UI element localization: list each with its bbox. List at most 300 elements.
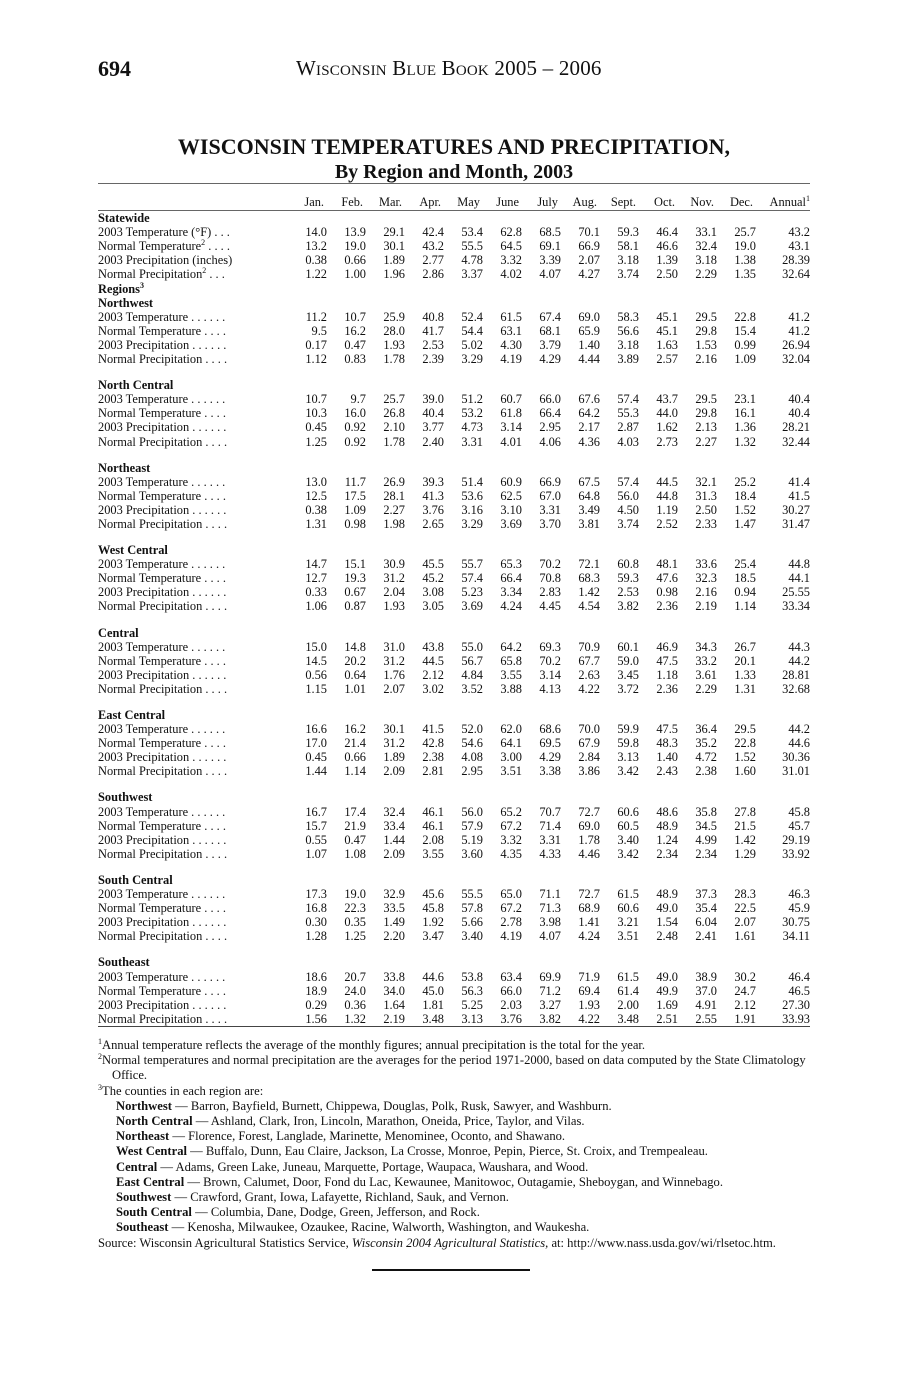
table-cell: 1.24 — [656, 832, 678, 847]
table-cell: 45.6 — [422, 887, 444, 902]
table-row — [98, 805, 810, 819]
table-cell: 61.5 — [617, 969, 639, 984]
table-row — [98, 640, 810, 654]
table-row — [98, 352, 810, 366]
table-cell: 3.37 — [461, 267, 483, 282]
table-cell: 2.81 — [422, 764, 444, 779]
table-cell: 40.8 — [422, 309, 444, 324]
table-cell: 40.4 — [788, 392, 810, 407]
table-row — [98, 489, 810, 503]
table-cell: 2.20 — [383, 929, 405, 944]
table-cell: 4.54 — [578, 599, 600, 614]
table-cell: 36.4 — [695, 722, 717, 737]
table-cell: 44.8 — [656, 488, 678, 503]
table-cell: 3.40 — [617, 832, 639, 847]
table-cell: 21.9 — [344, 818, 366, 833]
column-header: May — [444, 184, 483, 211]
table-cell: 22.8 — [734, 309, 756, 324]
table-cell: 4.99 — [695, 832, 717, 847]
table-cell: 45.8 — [422, 901, 444, 916]
table-cell: 13.2 — [305, 239, 327, 254]
table-cell: 3.61 — [695, 667, 717, 682]
table-cell: 30.75 — [782, 915, 810, 930]
table-cell: 30.1 — [383, 239, 405, 254]
table-cell: 1.40 — [656, 750, 678, 765]
table-cell: 32.64 — [782, 267, 810, 282]
table-cell: 2.78 — [500, 915, 522, 930]
table-cell: 2.29 — [695, 681, 717, 696]
table-cell: 1.96 — [383, 267, 405, 282]
table-cell: 0.55 — [305, 832, 327, 847]
table-cell: 16.0 — [344, 406, 366, 421]
table-cell: 53.6 — [461, 488, 483, 503]
region-header-row — [98, 873, 810, 887]
table-cell: 2.16 — [695, 352, 717, 367]
table-cell: 0.29 — [305, 997, 327, 1012]
county-list-text: — Crawford, Grant, Iowa, Lafayette, Richland, Sauk, and Vernon. — [171, 1190, 509, 1205]
table-cell: 4.45 — [539, 599, 561, 614]
table-cell: 20.1 — [734, 653, 756, 668]
table-cell: 4.35 — [500, 846, 522, 861]
table-cell: 1.93 — [383, 337, 405, 352]
table-cell: 54.6 — [461, 736, 483, 751]
table-cell: 59.3 — [617, 225, 639, 240]
row-label: Normal Precipitation . . . . — [98, 764, 228, 779]
table-cell: 2.57 — [656, 352, 678, 367]
table-cell: 32.1 — [695, 474, 717, 489]
footnote — [98, 1038, 810, 1053]
table-cell: 3.47 — [422, 929, 444, 944]
table-cell: 41.3 — [422, 488, 444, 503]
table-cell: 16.2 — [344, 323, 366, 338]
table-cell: 62.5 — [500, 488, 522, 503]
table-cell: 3.55 — [422, 846, 444, 861]
row-label-text: 2003 Temperature (°F) . . . — [98, 225, 230, 240]
table-cell: 66.4 — [500, 571, 522, 586]
table-cell: 47.6 — [656, 571, 678, 586]
table-cell: 3.14 — [500, 420, 522, 435]
county-region: North Central — [116, 1114, 193, 1129]
spacer-row — [98, 531, 810, 543]
table-cell: 65.9 — [578, 323, 600, 338]
table-cell: 53.2 — [461, 406, 483, 421]
table-cell: 16.7 — [305, 804, 327, 819]
table-cell: 3.34 — [500, 585, 522, 600]
table-cell: 3.86 — [578, 764, 600, 779]
table-cell: 72.7 — [578, 804, 600, 819]
table-cell: 33.93 — [756, 1012, 810, 1027]
table-cell: 0.66 — [344, 750, 366, 765]
table-cell: 16.8 — [305, 901, 327, 916]
page-subtitle: By Region and Month, 2003 — [334, 161, 574, 183]
table-row — [98, 819, 810, 833]
table-cell: 18.4 — [734, 488, 756, 503]
table-cell: 1.42 — [578, 585, 600, 600]
county-line — [98, 1175, 810, 1190]
table-cell: 3.18 — [617, 337, 639, 352]
row-label: 2003 Temperature . . . . . . — [98, 804, 226, 819]
table-cell: 1.00 — [344, 267, 366, 282]
section-label — [98, 282, 810, 296]
table-cell: 2.50 — [695, 502, 717, 517]
table-cell: 41.2 — [788, 323, 810, 338]
county-line — [98, 1144, 810, 1159]
table-cell: 13.9 — [344, 225, 366, 240]
table-cell: 0.38 — [305, 502, 327, 517]
table-cell: 1.25 — [305, 434, 327, 449]
table-cell: 3.88 — [500, 681, 522, 696]
region-header-row — [98, 461, 810, 475]
table-cell: 3.69 — [461, 599, 483, 614]
table-cell: 5.25 — [461, 997, 483, 1012]
table-cell: 26.7 — [734, 639, 756, 654]
table-cell: 5.19 — [461, 832, 483, 847]
table-cell: 32.9 — [383, 887, 405, 902]
table-cell: 70.2 — [539, 557, 561, 572]
table-cell: 67.9 — [578, 736, 600, 751]
table-cell: 22.8 — [734, 736, 756, 751]
table-cell: 2.84 — [578, 750, 600, 765]
table-cell: 69.4 — [578, 983, 600, 998]
table-cell: 52.0 — [461, 722, 483, 737]
table-cell: 61.5 — [500, 309, 522, 324]
table-cell: 3.74 — [617, 267, 639, 282]
table-cell: 44.0 — [656, 406, 678, 421]
table-cell: 16.1 — [734, 406, 756, 421]
table-cell: 46.1 — [422, 804, 444, 819]
table-cell: 69.1 — [539, 239, 561, 254]
table-cell: 4.03 — [617, 434, 639, 449]
table-cell: 39.0 — [422, 392, 444, 407]
table-cell: 3.74 — [617, 516, 639, 531]
column-header: Nov. — [678, 184, 717, 211]
table-body — [98, 211, 810, 1027]
table-cell: 67.0 — [539, 488, 561, 503]
table-cell: 25.7 — [734, 225, 756, 240]
table-cell: 4.44 — [578, 352, 600, 367]
row-label — [98, 253, 288, 267]
table-row — [98, 310, 810, 324]
table-row — [98, 253, 810, 267]
row-label: 2003 Precipitation . . . . . . — [98, 915, 227, 930]
table-cell: 4.08 — [461, 750, 483, 765]
table-cell: 37.0 — [695, 983, 717, 998]
table-cell: 1.31 — [734, 681, 756, 696]
table-cell: 33.4 — [383, 818, 405, 833]
table-cell: 31.01 — [782, 764, 810, 779]
column-header: Aug. — [561, 184, 600, 211]
table-cell: 24.7 — [734, 983, 756, 998]
row-label: 2003 Temperature . . . . . . — [98, 557, 226, 572]
region-header-row — [98, 790, 810, 804]
region-name: Northwest — [98, 295, 154, 310]
row-label: 2003 Precipitation . . . . . . — [98, 337, 227, 352]
table-cell: 64.2 — [578, 406, 600, 421]
table-row — [98, 420, 810, 434]
source-note: Source: Wisconsin Agricultural Statistics Service, Wisconsin 2004 Agricultural Statistics, at: http://www.nass.usda.gov/wi/rlsetoc.htm. — [98, 1235, 776, 1250]
spacer-row — [98, 778, 810, 790]
table-cell: 71.2 — [539, 983, 561, 998]
table-cell: 4.01 — [500, 434, 522, 449]
table-cell: 43.1 — [788, 239, 810, 254]
footnote-mark: 3 — [98, 1082, 102, 1092]
table-cell: 41.7 — [422, 323, 444, 338]
table-cell: 1.63 — [656, 337, 678, 352]
row-label: 2003 Precipitation . . . . . . — [98, 750, 227, 765]
table-row — [98, 571, 810, 585]
table-cell: 65.3 — [500, 557, 522, 572]
table-cell: 45.1 — [656, 309, 678, 324]
region-header-row — [98, 626, 810, 640]
table-cell: 49.9 — [656, 983, 678, 998]
table-row — [98, 239, 810, 253]
table-cell: 33.34 — [782, 599, 810, 614]
table-cell: 49.0 — [656, 969, 678, 984]
table-cell: 3.51 — [617, 929, 639, 944]
row-label: 2003 Precipitation . . . . . . — [98, 667, 227, 682]
row-label-leader: . . . — [206, 267, 225, 282]
table-cell: 46.6 — [656, 239, 678, 254]
table-cell: 12.5 — [305, 488, 327, 503]
column-header: Dec. — [717, 184, 756, 211]
table-cell: 20.7 — [344, 969, 366, 984]
table-cell: 3.18 — [617, 253, 639, 268]
table-cell: 32.4 — [695, 239, 717, 254]
table-cell: 3.77 — [422, 420, 444, 435]
table-cell: 1.14 — [344, 764, 366, 779]
table-cell: 0.92 — [344, 434, 366, 449]
column-header: Jan. — [288, 184, 327, 211]
table-cell: 46.1 — [422, 818, 444, 833]
table-cell: 0.47 — [344, 337, 366, 352]
table-cell: 0.35 — [344, 915, 366, 930]
table-cell: 1.29 — [734, 846, 756, 861]
table-cell: 44.5 — [656, 474, 678, 489]
table-cell: 14.7 — [305, 557, 327, 572]
region-header-row — [98, 378, 810, 392]
table-cell: 69.0 — [578, 818, 600, 833]
table-cell: 4.07 — [539, 267, 561, 282]
table-cell: 1.62 — [656, 420, 678, 435]
column-header-row — [98, 184, 810, 211]
table-row — [98, 503, 810, 517]
table-cell: 55.5 — [461, 239, 483, 254]
footnote — [98, 1053, 810, 1083]
table-cell: 55.3 — [617, 406, 639, 421]
table-cell: 22.5 — [734, 901, 756, 916]
table-cell: 46.4 — [656, 225, 678, 240]
spacer-cell — [98, 366, 810, 378]
source-title: Wisconsin 2004 Agricultural Statistics, — [351, 1235, 549, 1250]
table-cell: 3.52 — [461, 681, 483, 696]
table-cell: 28.1 — [383, 488, 405, 503]
table-cell: 3.42 — [617, 846, 639, 861]
table-cell: 5.66 — [461, 915, 483, 930]
table-cell: 3.31 — [539, 832, 561, 847]
table-cell: 60.1 — [617, 639, 639, 654]
row-label: 2003 Temperature . . . . . . — [98, 474, 226, 489]
table-cell: 67.5 — [578, 474, 600, 489]
table-cell: 59.9 — [617, 722, 639, 737]
row-label: Normal Temperature . . . . — [98, 653, 226, 668]
table-cell: 19.0 — [734, 239, 756, 254]
table-cell: 3.48 — [600, 1012, 639, 1027]
table-cell: 1.89 — [383, 750, 405, 765]
table-cell: 0.99 — [734, 337, 756, 352]
table-cell: 57.4 — [461, 571, 483, 586]
table-cell: 34.3 — [695, 639, 717, 654]
table-cell: 28.3 — [734, 887, 756, 902]
table-cell: 3.21 — [617, 915, 639, 930]
table-cell: 0.33 — [305, 585, 327, 600]
table-cell: 37.3 — [695, 887, 717, 902]
row-label: 2003 Temperature . . . . . . — [98, 309, 226, 324]
table-cell: 1.38 — [734, 253, 756, 268]
table-cell: 4.06 — [539, 434, 561, 449]
table-cell: 61.8 — [500, 406, 522, 421]
table-cell: 65.0 — [500, 887, 522, 902]
table-cell: 42.4 — [422, 225, 444, 240]
table-cell: 46.9 — [656, 639, 678, 654]
table-row — [98, 406, 810, 420]
table-cell: 0.66 — [344, 253, 366, 268]
table-cell: 55.0 — [461, 639, 483, 654]
table-cell: 27.8 — [734, 804, 756, 819]
table-cell: 44.8 — [788, 557, 810, 572]
table-cell: 33.2 — [695, 653, 717, 668]
table-cell: 1.25 — [344, 929, 366, 944]
table-cell: 3.51 — [500, 764, 522, 779]
table-cell: 28.81 — [782, 667, 810, 682]
table-cell: 18.5 — [734, 571, 756, 586]
table-cell: 3.40 — [461, 929, 483, 944]
table-cell: 67.6 — [578, 392, 600, 407]
table-cell: 1.61 — [734, 929, 756, 944]
table-cell: 45.5 — [422, 557, 444, 572]
row-label: 2003 Precipitation . . . . . . — [98, 997, 227, 1012]
row-label — [98, 239, 288, 253]
table-cell: 2.27 — [383, 502, 405, 517]
table-cell: 10.7 — [305, 392, 327, 407]
county-list-text: — Buffalo, Dunn, Eau Claire, Jackson, La Crosse, Monroe, Pepin, Pierce, St. Croix, and Trempealeau. — [187, 1144, 708, 1159]
table-cell: 70.7 — [539, 804, 561, 819]
table-cell: 48.1 — [656, 557, 678, 572]
table-cell: 68.1 — [539, 323, 561, 338]
table-cell: 15.4 — [734, 323, 756, 338]
row-label: 2003 Temperature . . . . . . — [98, 722, 226, 737]
table-cell: 2.36 — [656, 681, 678, 696]
table-cell: 1.31 — [305, 516, 327, 531]
table-cell: 51.2 — [461, 392, 483, 407]
table-cell: 19.0 — [344, 887, 366, 902]
table-cell: 3.14 — [539, 667, 561, 682]
table-cell: 25.4 — [734, 557, 756, 572]
table-cell: 1.93 — [578, 997, 600, 1012]
column-header: Feb. — [327, 184, 366, 211]
table-cell: 2.36 — [656, 599, 678, 614]
table-cell: 18.9 — [305, 983, 327, 998]
row-label: 2003 Temperature . . . . . . — [98, 392, 226, 407]
table-cell: 13.0 — [305, 474, 327, 489]
row-label-text: 2003 Precipitation (inches) — [98, 253, 233, 268]
table-cell: 17.5 — [344, 488, 366, 503]
table-row — [98, 970, 810, 984]
table-cell: 30.2 — [734, 969, 756, 984]
table-cell: 2.33 — [695, 516, 717, 531]
table-cell: 1.32 — [734, 434, 756, 449]
table-cell: 60.9 — [500, 474, 522, 489]
table-cell: 35.2 — [695, 736, 717, 751]
table-cell: 1.44 — [383, 832, 405, 847]
table-cell: 2.09 — [383, 846, 405, 861]
table-cell: 2.27 — [695, 434, 717, 449]
table-cell: 3.69 — [500, 516, 522, 531]
table-cell: 2.12 — [422, 667, 444, 682]
table-cell: 1.18 — [656, 667, 678, 682]
table-cell: 69.9 — [539, 969, 561, 984]
table-cell: 2.00 — [617, 997, 639, 1012]
table-cell: 62.0 — [500, 722, 522, 737]
running-head: Wisconsin Blue Book 2005 – 2006 — [296, 56, 602, 80]
table-cell: 0.17 — [305, 337, 327, 352]
table-cell: 72.7 — [578, 887, 600, 902]
table-cell: 4.24 — [500, 599, 522, 614]
table-cell: 71.1 — [539, 887, 561, 902]
table-cell: 1.60 — [734, 764, 756, 779]
table-cell: 22.3 — [344, 901, 366, 916]
title-block — [98, 134, 810, 184]
row-label: Normal Precipitation . . . . — [98, 352, 228, 367]
table-cell: 5.23 — [461, 585, 483, 600]
table-cell: 2.12 — [734, 997, 756, 1012]
table-cell: 41.2 — [788, 309, 810, 324]
county-line — [98, 1114, 810, 1129]
table-cell: 33.1 — [695, 225, 717, 240]
row-label: 2003 Precipitation . . . . . . — [98, 832, 227, 847]
table-cell: 1.33 — [734, 667, 756, 682]
table-cell: 35.8 — [695, 804, 717, 819]
column-header: Sept. — [600, 184, 639, 211]
table-cell: 16.2 — [344, 722, 366, 737]
table-cell: 47.5 — [656, 653, 678, 668]
region-name: North Central — [98, 378, 174, 393]
table-cell: 45.0 — [422, 983, 444, 998]
table-cell: 68.6 — [539, 722, 561, 737]
table-cell: 71.4 — [539, 818, 561, 833]
table-cell: 45.2 — [422, 571, 444, 586]
county-list-text: — Barron, Bayfield, Burnett, Chippewa, Douglas, Polk, Rusk, Sawyer, and Washburn. — [171, 1098, 612, 1113]
regions-label: Regions — [98, 281, 140, 296]
table-cell: 31.47 — [782, 516, 810, 531]
table-cell: 3.13 — [617, 750, 639, 765]
county-region: Southeast — [116, 1220, 169, 1235]
table-row — [98, 984, 810, 998]
column-header: June — [483, 184, 522, 211]
table-cell: 4.36 — [578, 434, 600, 449]
table-cell: 4.07 — [539, 929, 561, 944]
table-cell: 2.08 — [422, 832, 444, 847]
table-cell: 1.52 — [734, 502, 756, 517]
table-cell: 67.2 — [500, 818, 522, 833]
table-cell: 0.87 — [344, 599, 366, 614]
table-row — [98, 750, 810, 764]
table-cell: 43.7 — [656, 392, 678, 407]
section-label: Statewide — [98, 211, 150, 226]
region-name: West Central — [98, 543, 168, 558]
table-cell: 59.8 — [617, 736, 639, 751]
footnote-mark: 2 — [202, 266, 207, 276]
table-cell: 1.07 — [305, 846, 327, 861]
